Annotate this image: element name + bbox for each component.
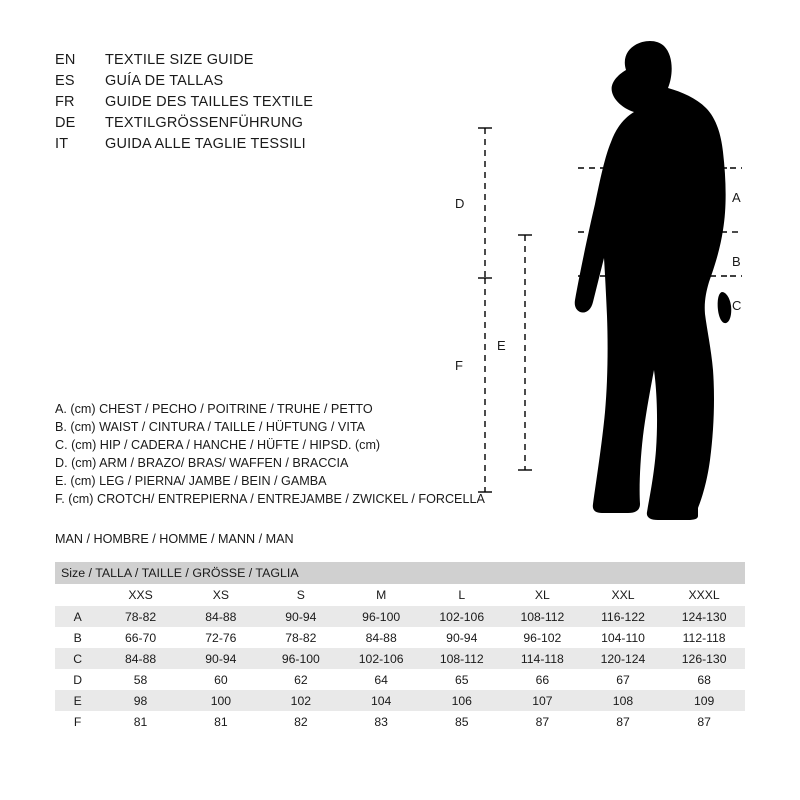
table-cell: 126-130	[663, 648, 745, 669]
table-cell: 87	[583, 711, 664, 732]
table-cell: 109	[663, 690, 745, 711]
table-cell: 58	[100, 669, 181, 690]
table-caption-row	[55, 562, 745, 584]
table-col-header: XXL	[583, 584, 664, 606]
callout-label-a: A	[732, 190, 741, 205]
table-col-header: M	[341, 584, 422, 606]
table-cell: 83	[341, 711, 422, 732]
table-cell: 60	[181, 669, 261, 690]
callout-label-c: C	[732, 298, 742, 313]
table-cell: 72-76	[181, 627, 261, 648]
table-cell: 78-82	[261, 627, 341, 648]
table-corner-cell	[55, 584, 100, 606]
table-cell: 90-94	[181, 648, 261, 669]
table-cell: 87	[663, 711, 745, 732]
legend-item-f: F. (cm) CROTCH/ ENTREPIERNA / ENTREJAMBE / ZWICKEL / FORCELLA	[55, 492, 485, 506]
legend-item-c: C. (cm) HIP / CADERA / HANCHE / HÜFTE / HIPSD. (cm)	[55, 438, 381, 452]
table-row	[55, 711, 745, 732]
table-cell: 81	[100, 711, 181, 732]
table-header-row	[55, 584, 745, 606]
table-cell: 102-106	[421, 606, 502, 627]
title-text: GUIDE DES TAILLES TEXTILE	[105, 94, 314, 110]
table-cell: 114-118	[502, 648, 583, 669]
gender-label: MAN / HOMBRE / HOMME / MANN / MAN	[55, 532, 294, 546]
male-silhouette-icon	[575, 41, 732, 520]
table-row-label: A	[55, 606, 100, 627]
body-figure-diagram	[430, 30, 790, 540]
table-row-label: C	[55, 648, 100, 669]
callout-label-f: F	[455, 358, 463, 373]
legend-item-b: B. (cm) WAIST / CINTURA / TAILLE / HÜFTUNG / VITA	[55, 420, 365, 434]
legend-item-a: A. (cm) CHEST / PECHO / POITRINE / TRUHE / PETTO	[55, 402, 373, 416]
table-cell: 87	[502, 711, 583, 732]
title-text: GUÍA DE TALLAS	[105, 73, 224, 89]
table-cell: 84-88	[181, 606, 261, 627]
table-cell: 96-102	[502, 627, 583, 648]
table-row-label: E	[55, 690, 100, 711]
table-cell: 90-94	[261, 606, 341, 627]
table-row-label: D	[55, 669, 100, 690]
table-cell: 84-88	[341, 627, 422, 648]
table-cell: 107	[502, 690, 583, 711]
table-cell: 112-118	[663, 627, 745, 648]
legend-item-d: D. (cm) ARM / BRAZO/ BRAS/ WAFFEN / BRACCIA	[55, 456, 349, 470]
callout-label-d: D	[455, 196, 465, 211]
title-text: TEXTILE SIZE GUIDE	[105, 52, 254, 68]
table-cell: 98	[100, 690, 181, 711]
table-cell: 104	[341, 690, 422, 711]
callout-label-e: E	[497, 338, 506, 353]
table-cell: 62	[261, 669, 341, 690]
table-row-label: B	[55, 627, 100, 648]
callout-label-b: B	[732, 254, 741, 269]
table-cell: 116-122	[583, 606, 664, 627]
title-text: GUIDA ALLE TAGLIE TESSILI	[105, 136, 306, 152]
table-cell: 84-88	[100, 648, 181, 669]
table-col-header: XXS	[100, 584, 181, 606]
title-lang-code: ES	[55, 73, 75, 89]
title-row	[55, 73, 475, 94]
table-cell: 106	[421, 690, 502, 711]
table-row	[55, 627, 745, 648]
legend-item-e: E. (cm) LEG / PIERNA/ JAMBE / BEIN / GAMBA	[55, 474, 327, 488]
table-cell: 78-82	[100, 606, 181, 627]
table-caption: Size / TALLA / TAILLE / GRÖSSE / TAGLIA	[55, 562, 745, 584]
size-table	[55, 562, 745, 732]
table-cell: 108	[583, 690, 664, 711]
table-cell: 100	[181, 690, 261, 711]
title-block	[55, 52, 475, 157]
table-col-header: XXXL	[663, 584, 745, 606]
size-table-wrap	[55, 562, 745, 732]
table-row	[55, 669, 745, 690]
table-cell: 96-100	[341, 606, 422, 627]
table-cell: 108-112	[502, 606, 583, 627]
table-cell: 102	[261, 690, 341, 711]
table-cell: 124-130	[663, 606, 745, 627]
table-cell: 82	[261, 711, 341, 732]
title-lang-code: EN	[55, 52, 76, 68]
table-row	[55, 648, 745, 669]
table-cell: 66	[502, 669, 583, 690]
table-cell: 120-124	[583, 648, 664, 669]
title-row	[55, 52, 475, 73]
table-row	[55, 690, 745, 711]
table-cell: 64	[341, 669, 422, 690]
title-row	[55, 115, 475, 136]
table-col-header: XL	[502, 584, 583, 606]
table-cell: 104-110	[583, 627, 664, 648]
title-lang-code: IT	[55, 136, 69, 152]
title-text: TEXTILGRÖSSENFÜHRUNG	[105, 115, 304, 131]
table-cell: 96-100	[261, 648, 341, 669]
table-cell: 67	[583, 669, 664, 690]
table-cell: 85	[421, 711, 502, 732]
title-row	[55, 136, 475, 157]
title-row	[55, 94, 475, 115]
table-cell: 65	[421, 669, 502, 690]
table-cell: 102-106	[341, 648, 422, 669]
table-cell: 81	[181, 711, 261, 732]
title-lang-code: DE	[55, 115, 76, 131]
table-col-header: L	[421, 584, 502, 606]
table-row-label: F	[55, 711, 100, 732]
table-row	[55, 606, 745, 627]
table-col-header: XS	[181, 584, 261, 606]
table-cell: 108-112	[421, 648, 502, 669]
table-cell: 90-94	[421, 627, 502, 648]
title-lang-code: FR	[55, 94, 75, 110]
table-cell: 68	[663, 669, 745, 690]
table-col-header: S	[261, 584, 341, 606]
table-cell: 66-70	[100, 627, 181, 648]
